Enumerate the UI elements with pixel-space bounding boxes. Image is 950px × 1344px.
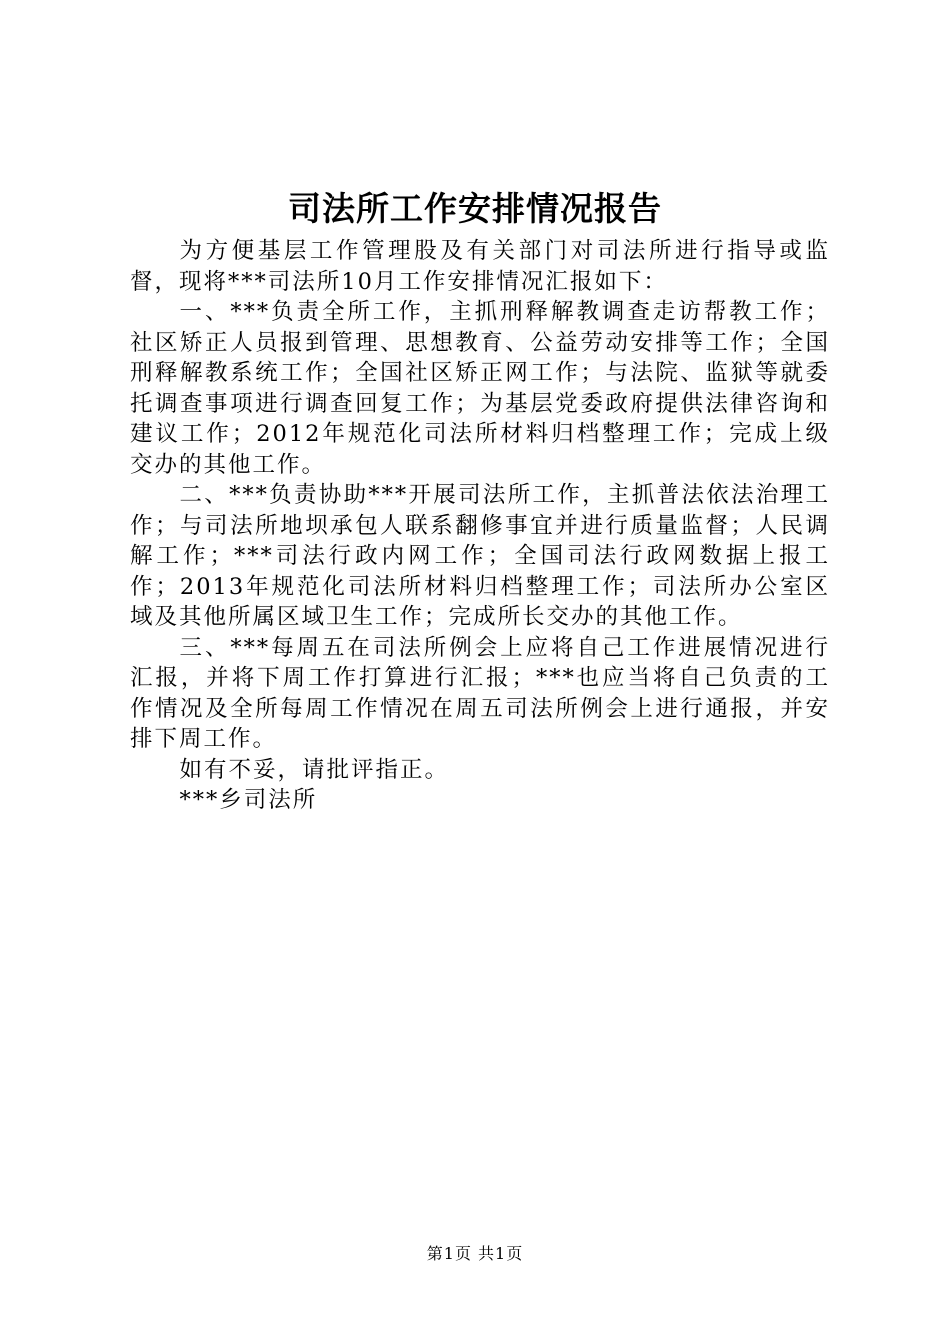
section-three-paragraph: 三、***每周五在司法所例会上应将自己工作进展情况进行汇报，并将下周工作打算进行汇报；***也应当将自己负责的工作情况及全所每周工作情况在周五司法所例会上进行通报，并安排下周工作。 — [130, 634, 830, 752]
section-two-paragraph: 二、***负责协助***开展司法所工作，主抓普法依法治理工作；与司法所地坝承包人联系翻修事宜并进行质量监督；人民调解工作；***司法行政内网工作；全国司法行政网数据上报工作；2013年规范化司法所材料归档整理工作；司法所办公室区域及其他所属区域卫生工作；完成所长交办的其他工作。 — [130, 482, 830, 630]
document-body — [130, 236, 830, 816]
page-footer: 第1页 共1页 — [426, 1244, 524, 1263]
intro-paragraph: 为方便基层工作管理股及有关部门对司法所进行指导或监督，现将***司法所10月工作安排情况汇报如下： — [130, 238, 830, 295]
section-one-paragraph: 一、***负责全所工作，主抓刑释解教调查走访帮教工作；社区矫正人员报到管理、思想教育、公益劳动安排等工作；全国刑释解教系统工作；全国社区矫正网工作；与法院、监狱等就委托调查事项进行调查回复工作；为基层党委政府提供法律咨询和建议工作；2012年规范化司法所材料归档整理工作；完成上级交办的其他工作。 — [130, 299, 830, 478]
document-title: 司法所工作安排情况报告 — [288, 189, 662, 228]
signature-line: ***乡司法所 — [179, 787, 318, 813]
closing-paragraph: 如有不妥，请批评指正。 — [179, 756, 450, 783]
